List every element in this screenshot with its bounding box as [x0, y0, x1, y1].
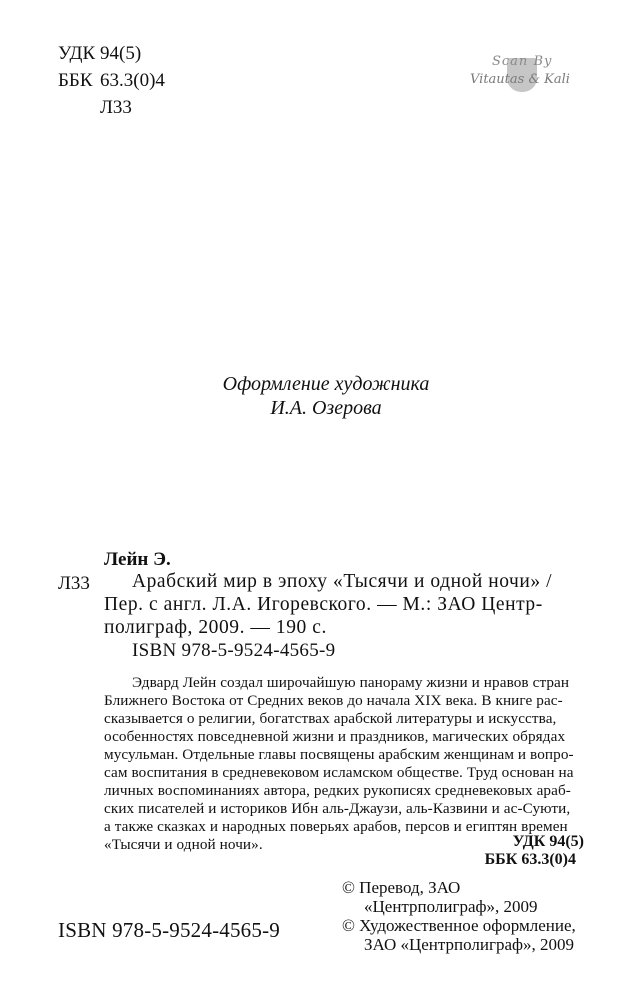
abstract-line: ских писателей и историков Ибн аль-Джаузи, аль-Казвини и ас-Суюти, [104, 800, 571, 817]
bib-line: Арабский мир в эпоху «Тысячи и одной ночи» / [132, 571, 553, 592]
abstract-line: сказывается о религии, богатствах арабской литературы и искусства, [104, 710, 557, 727]
copyright-design: © Художественное оформление, [342, 916, 576, 935]
udk-label: УДК [58, 43, 96, 64]
bib-line: полиграф, 2009. — 190 с. [104, 617, 327, 638]
abstract-line: особенностях повседневной жизни и праздников, магических обрядах [104, 728, 566, 745]
copyright-translation-holder: «Центрполиграф», 2009 [364, 897, 538, 916]
author-mark: Л33 [100, 97, 132, 118]
author-mark-row [58, 98, 132, 118]
abstract-line: личных воспоминаниях автора, редких рукописях средневековых араб- [104, 782, 571, 799]
abstract [104, 674, 586, 854]
copyright-translation: © Перевод, ЗАО [342, 878, 461, 897]
bbk-label: ББК [58, 70, 93, 91]
watermark-line1: Scan By [492, 54, 553, 69]
abstract-line: Ближнего Востока от Средних веков до начала XIX века. В книге рас- [104, 692, 563, 709]
bib-line: Пер. с англ. Л.А. Игоревского. — М.: ЗАО Центр- [104, 594, 543, 615]
artist-credit [0, 372, 640, 420]
isbn-bottom: ISBN 978-5-9524-4565-9 [58, 918, 280, 942]
udk-bottom: УДК 94(5) [512, 833, 584, 850]
abstract-line: «Тысячи и одной ночи». [104, 836, 263, 853]
bib-author: Лейн Э. [104, 549, 171, 570]
bib-description [104, 570, 585, 639]
abstract-line: Эдвард Лейн создал широчайшую панораму жизни и нравов стран [132, 674, 570, 691]
bib-isbn: ISBN 978-5-9524-4565-9 [132, 640, 336, 661]
bib-shelf-mark: Л33 [58, 573, 90, 594]
abstract-line: сам воспитания в средневековом исламском обществе. Труд основан на [104, 764, 574, 781]
abstract-line: мусульман. Отдельные главы посвящены арабским женщинам и вопро- [104, 746, 574, 763]
udk-value: 94(5) [100, 43, 142, 64]
bbk-row [58, 71, 165, 91]
bbk-bottom: ББК 63.3(0)4 [484, 851, 576, 868]
bbk-value: 63.3(0)4 [100, 70, 165, 91]
artist-credit-name: И.А. Озерова [270, 397, 382, 419]
watermark-line2: Vitautas & Kali [470, 72, 570, 87]
udk-row [58, 44, 141, 64]
artist-credit-title: Оформление художника [222, 373, 430, 395]
abstract-line: а также сказках и народных поверьях арабов, персов и египтян времен [104, 818, 568, 835]
copyright-block [342, 878, 576, 954]
copyright-design-holder: ЗАО «Центрполиграф», 2009 [364, 935, 575, 954]
scan-watermark [464, 52, 588, 98]
